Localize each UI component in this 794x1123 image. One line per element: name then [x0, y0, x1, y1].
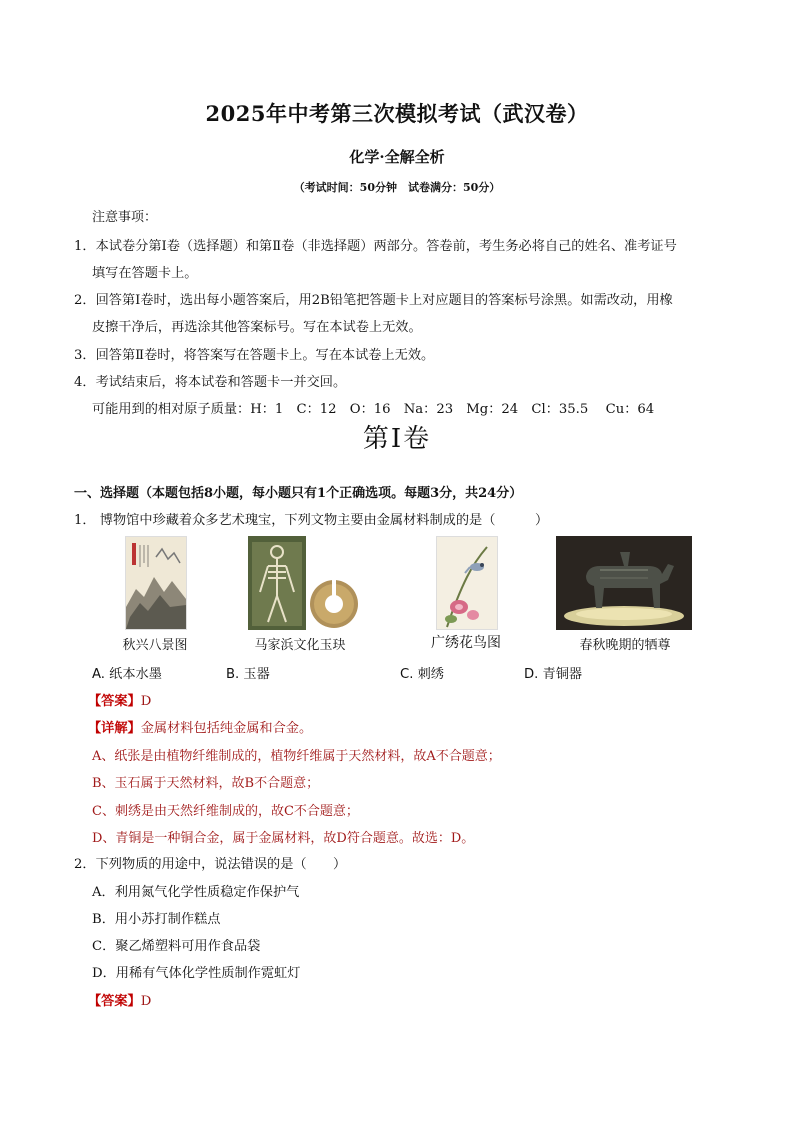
answer-value: D: [140, 694, 152, 709]
q2-option-c: C．聚乙烯塑料可用作食品袋: [92, 939, 261, 954]
q2-option-a: A．利用氮气化学性质稳定作保护气: [92, 885, 300, 900]
figure-caption: 广绣花鸟图: [431, 635, 501, 651]
q1-option-a: A. 纸本水墨: [92, 667, 162, 682]
q2-option-d: D．用稀有气体化学性质制作霓虹灯: [92, 966, 301, 981]
q1-option-d: D. 青铜器: [524, 667, 583, 682]
explanation-line: A、纸张是由植物纤维制成的，植物纤维属于天然材料，故A不合题意；: [92, 749, 501, 764]
explanation-line: C、刺绣是由天然纤维制成的，故C不合题意；: [92, 804, 359, 819]
note-item: 4．考试结束后，将本试卷和答题卡一并交回。: [74, 375, 347, 390]
figure-caption: 马家浜文化玉玦: [254, 638, 346, 653]
note-item: 2．回答第Ⅰ卷时，选出每小题答案后，用2B铅笔把答题卡上对应题目的答案标号涂黑。如需改动，用橡: [74, 293, 673, 308]
q1-option-c: C. 刺绣: [400, 667, 444, 682]
note-item: 皮擦干净后，再选涂其他答案标号。写在本试卷上无效。: [92, 320, 422, 335]
figure-landscape-painting: [125, 536, 187, 634]
figure-embroidery: [436, 536, 498, 634]
page-title: 2025年中考第三次模拟考试（武汉卷）: [205, 101, 589, 126]
note-item: 1．本试卷分第Ⅰ卷（选择题）和第Ⅱ卷（非选择题）两部分。答卷前，考生务必将自己的姓名、准考证号: [74, 239, 677, 254]
notes-heading: 注意事项：: [92, 210, 158, 225]
question-stem: 2．下列物质的用途中，说法错误的是（ ）: [74, 857, 347, 872]
explanation-line: B、玉石属于天然材料，故B不合题意；: [92, 776, 320, 791]
detail-intro: 金属材料包括纯金属和合金。: [140, 721, 313, 736]
atomic-masses: 可能用到的相对原子质量：H：1 C：12 O：16 Na：23 Mg：24 Cl：35.5 Cu：64: [92, 402, 655, 417]
answer-label: 【答案】: [88, 694, 141, 709]
figure-jade-jue: [248, 536, 360, 636]
figure-bronze-zun: [556, 536, 692, 634]
q1-option-b: B. 玉器: [226, 667, 270, 682]
q2-answer: [88, 990, 151, 1009]
question-stem: 1． 博物馆中珍藏着众多艺术瑰宝，下列文物主要由金属材料制成的是（ ）: [74, 513, 549, 528]
section-title: 第Ⅰ卷: [362, 424, 432, 454]
note-item: 填写在答题卡上。: [92, 266, 198, 281]
figure-caption: 春秋晚期的牺尊: [579, 638, 671, 653]
q1-detail: [88, 717, 312, 736]
note-item: 3．回答第Ⅱ卷时，将答案写在答题卡上。写在本试卷上无效。: [74, 348, 435, 363]
q2-option-b: B．用小苏打制作糕点: [92, 912, 221, 927]
answer-label: 【答案】: [88, 994, 141, 1009]
detail-label: 【详解】: [88, 721, 141, 736]
exam-info: （考试时间：50分钟 试卷满分：50分）: [293, 181, 501, 194]
q1-answer: [88, 690, 151, 709]
explanation-line: D、青铜是一种铜合金，属于金属材料，故D符合题意。故选：D。: [92, 831, 475, 846]
figure-caption: 秋兴八景图: [122, 638, 188, 653]
part-heading: 一、选择题（本题包括8小题，每小题只有1个正确选项。每题3分，共24分）: [74, 486, 523, 501]
page-subtitle: 化学·全解全析: [349, 148, 445, 166]
answer-value: D: [140, 994, 152, 1009]
